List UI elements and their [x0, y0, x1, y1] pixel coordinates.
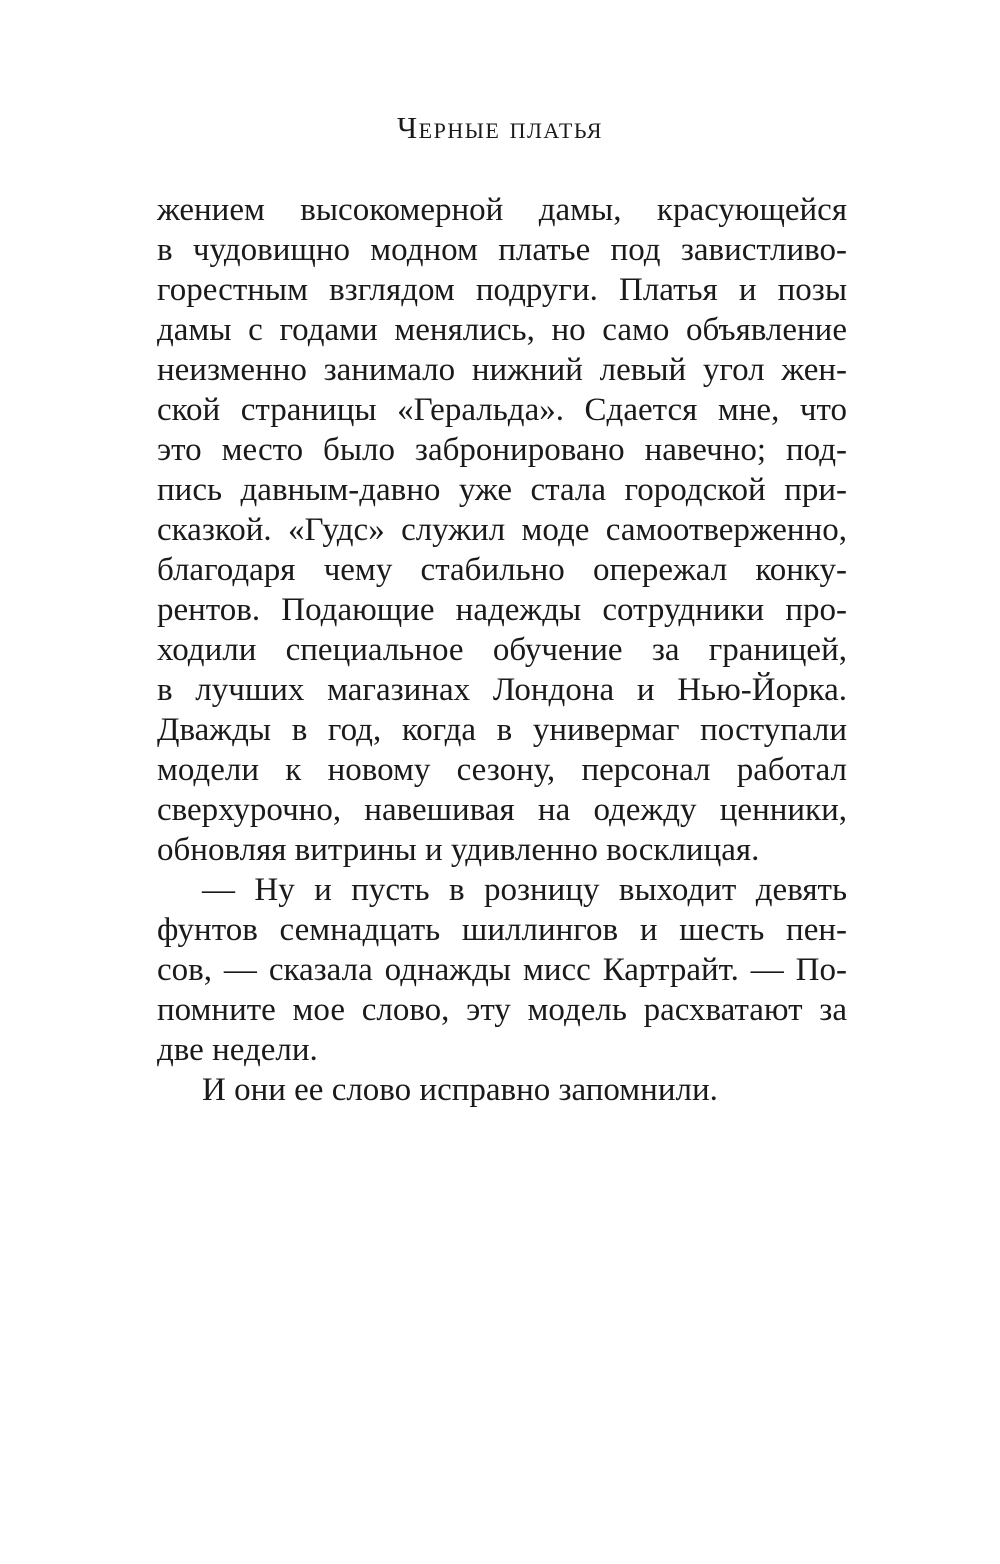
text-line: модели к новому сезону, персонал работал	[157, 752, 847, 788]
text-line: две недели.	[157, 1032, 318, 1068]
text-line: обновляя витрины и удивленно восклицая.	[157, 832, 760, 868]
text-line: рентов. Подающие надежды сотрудники про-	[157, 592, 847, 628]
text-line: сказкой. «Гудс» служил моде самоотверженно,	[157, 512, 847, 548]
body-text	[157, 190, 847, 1110]
text-line: — Ну и пусть в розницу выходит девять	[202, 872, 847, 908]
text-line: жением высокомерной дамы, красующейся	[157, 192, 847, 228]
text-line: ходили специальное обучение за границей,	[157, 632, 847, 668]
text-line: И они ее слово исправно запомнили.	[202, 1072, 718, 1108]
text-line: фунтов семнадцать шиллингов и шесть пен-	[157, 912, 847, 948]
text-line: дамы с годами менялись, но само объявление	[157, 312, 847, 348]
text-line: благодаря чему стабильно опережал конку-	[157, 552, 847, 588]
text-line: неизменно занимало нижний левый угол жен-	[157, 352, 847, 388]
text-line: помните мое слово, эту модель расхватают за	[157, 992, 847, 1028]
text-line: ской страницы «Геральда». Сдается мне, что	[157, 392, 847, 428]
running-head: Черные платья	[397, 110, 603, 145]
text-line: в чудовищно модном платье под завистливо-	[157, 232, 847, 268]
text-line: сверхурочно, навешивая на одежду ценники,	[157, 792, 847, 828]
text-line: пись давным-давно уже стала городской при-	[157, 472, 847, 508]
text-line: горестным взглядом подруги. Платья и позы	[157, 272, 847, 308]
text-line: сов, — сказала однажды мисс Картрайт. — По-	[157, 952, 847, 988]
text-line: в лучших магазинах Лондона и Нью-Йорка.	[157, 672, 847, 708]
text-line: это место было забронировано навечно; под-	[157, 432, 847, 468]
text-line: Дважды в год, когда в универмаг поступали	[157, 712, 847, 748]
